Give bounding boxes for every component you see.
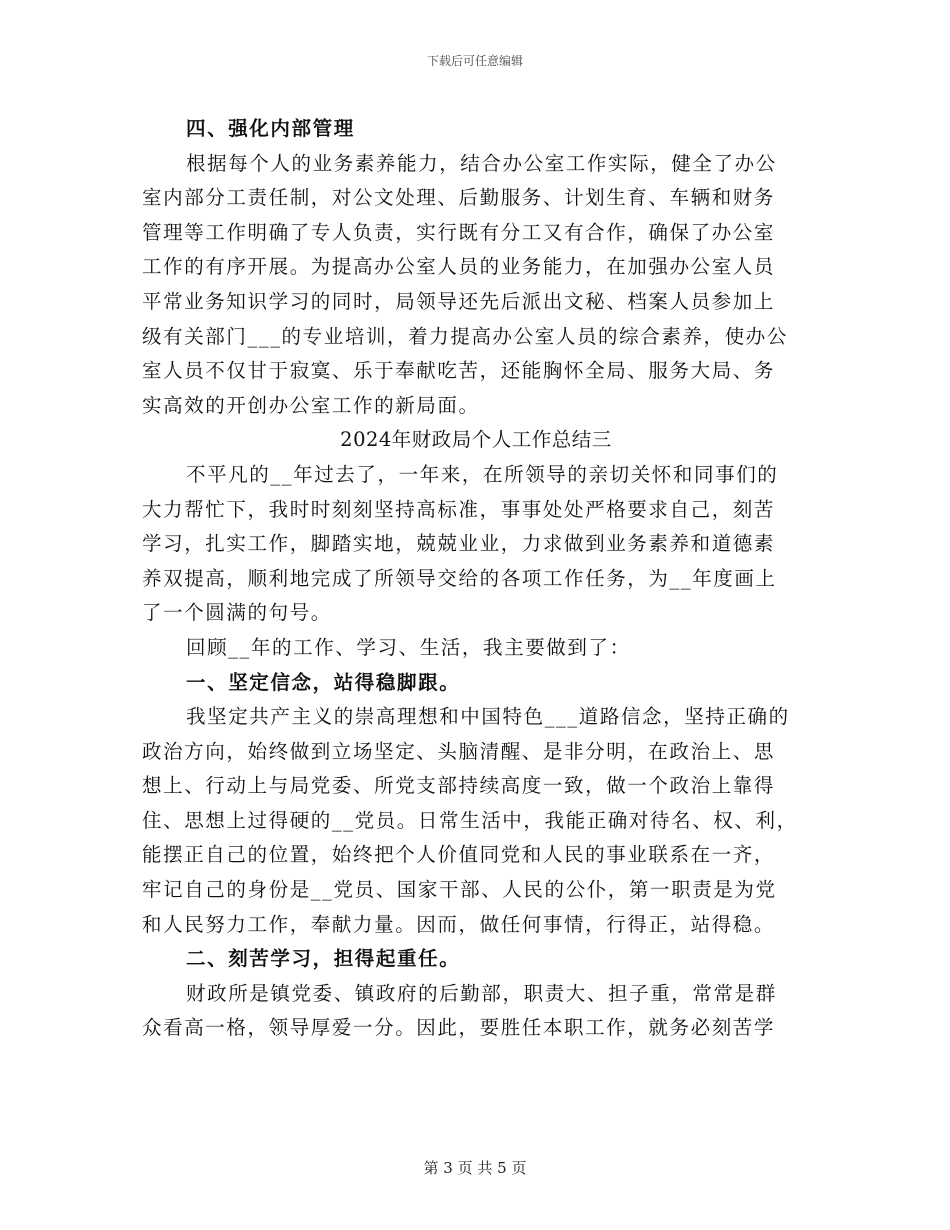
- text-line: 平常业务知识学习的同时，局领导还先后派出文秘、档案人员参加上: [142, 289, 776, 313]
- text-line: 能摆正自己的位置，始终把个人价值同党和人民的事业联系在一齐，: [142, 843, 776, 867]
- text-line: 回顾__年的工作、学习、生活，我主要做到了：: [186, 635, 631, 659]
- text-line: 室人员不仅甘于寂寞、乐于奉献吃苦，还能胸怀全局、服务大局、务: [142, 359, 776, 383]
- text-line: 大力帮忙下，我时时刻刻坚持高标准，事事处处严格要求自己，刻苦: [142, 497, 776, 521]
- text-line: 级有关部门___的专业培训，着力提高办公室人员的综合素养，使办公: [142, 324, 788, 348]
- text-line: 不平凡的__年过去了，一年来，在所领导的亲切关怀和同事们的: [186, 462, 779, 486]
- document-body: [142, 112, 810, 1046]
- text-line: 和人民努力工作，奉献力量。因而，做任何事情，行得正，站得稳。: [142, 912, 776, 936]
- text-line: 了一个圆满的句号。: [142, 601, 332, 625]
- section-title: 2024年财政局个人工作总结三: [340, 428, 612, 452]
- text-line: 想上、行动上与局党委、所党支部持续高度一致，做一个政治上靠得: [142, 774, 776, 798]
- text-line: 政治方向，始终做到立场坚定、头脑清醒、是非分明，在政治上、思: [142, 739, 776, 763]
- text-line: 实高效的开创办公室工作的新局面。: [142, 393, 480, 417]
- page-header: 下载后可任意编辑: [426, 54, 523, 68]
- text-line: 财政所是镇党委、镇政府的后勤部，职责大、担子重，常常是群: [186, 981, 777, 1005]
- text-line: 工作的有序开展。为提高办公室人员的业务能力，在加强办公室人员: [142, 255, 776, 279]
- text-line: 众看高一格，领导厚爱一分。因此，要胜任本职工作，就务必刻苦学: [142, 1016, 776, 1040]
- text-line: 养双提高，顺利地完成了所领导交给的各项工作任务，为__年度画上: [142, 566, 777, 590]
- text-line: 牢记自己的身份是__党员、国家干部、人民的公仆，第一职责是为党: [142, 878, 777, 902]
- text-line: 室内部分工责任制，对公文处理、后勤服务、计划生育、车辆和财务: [142, 186, 776, 210]
- text-line: 根据每个人的业务素养能力，结合办公室工作实际，健全了办公: [186, 151, 777, 175]
- text-line: 住、思想上过得硬的__党员。日常生活中，我能正确对待名、权、利，: [142, 808, 798, 832]
- text-line: 管理等工作明确了专人负责，实行既有分工又有合作，确保了办公室: [142, 220, 776, 244]
- text-line: 我坚定共产主义的崇高理想和中国特色___道路信念，坚持正确的: [186, 705, 790, 729]
- text-line: 学习，扎实工作，脚踏实地，兢兢业业，力求做到业务素养和道德素: [142, 532, 776, 556]
- section-heading: 一、坚定信念，站得稳脚跟。: [186, 670, 461, 694]
- page-footer: 第 3 页 共 5 页: [423, 1159, 527, 1177]
- section-heading: 二、刻苦学习，担得起重任。: [186, 947, 461, 971]
- section-heading: 四、强化内部管理: [186, 117, 355, 140]
